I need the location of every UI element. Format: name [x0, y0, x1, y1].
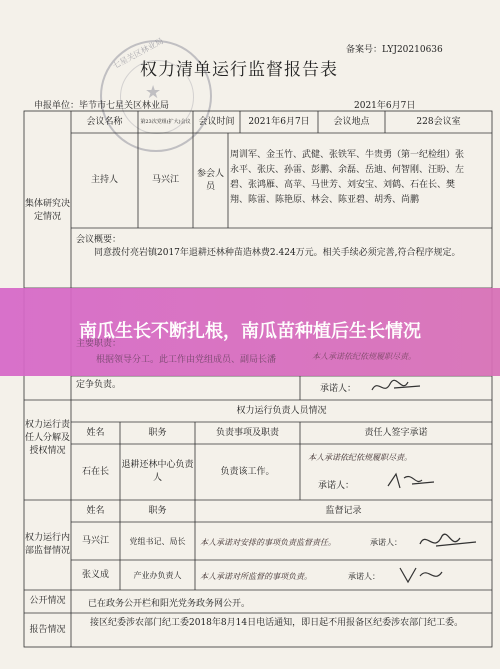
disclosure-text: 已在政务公开栏和阳光党务政务网公开。 [88, 599, 251, 609]
report-date: 2021年6月7日 [354, 101, 416, 111]
duty-pledger-label: 承诺人： [320, 384, 357, 394]
duty-text: 根据领导分工。此工作由党组成员、副局长潘 [96, 355, 277, 365]
attendees-label: 参会人员 [196, 168, 224, 192]
meeting-place-value: 228会议室 [416, 116, 461, 127]
responsible-duty: 负责该工作。 [220, 466, 275, 477]
supervisor-record: 本人承诺对安排的事项负责监督责任。 [200, 538, 336, 547]
banner-text: 南瓜生长不断扎根，南瓜苗种植后生长情况 [79, 321, 421, 342]
responsible-table-title: 权力运行负责人员情况 [236, 405, 327, 416]
responsible-name: 石在长 [81, 466, 109, 477]
supervision-header-name: 姓名 [86, 505, 105, 516]
signature-icon [396, 562, 446, 588]
meeting-section-label: 集体研究决定情况 [24, 198, 70, 222]
responsible-header-pledge: 责任人签字承诺 [364, 427, 428, 438]
duty-text-continued: 定争负责。 [76, 380, 122, 390]
supervisor-position: 党组书记、局长 [129, 536, 186, 546]
responsible-header-position: 职务 [148, 427, 167, 438]
responsible-header-duty: 负责事项及职责 [215, 427, 279, 438]
meeting-place-label: 会议地点 [333, 116, 370, 127]
serial-number: 备案号：LYJ20210636 [346, 45, 443, 55]
report-unit: 申报单位：毕节市七星关区林业局 [34, 101, 170, 111]
supervisor-name: 马兴江 [81, 535, 109, 546]
signature-icon [416, 526, 482, 558]
host-value: 马兴江 [151, 175, 179, 185]
seal-star-icon: ★ [145, 82, 162, 103]
responsible-section-label: 权力运行责任人分解及授权情况 [24, 419, 70, 456]
overview-text: 同意拨付亮岩镇2017年退耕还林种苗造林费2.424万元。相关手续必须完善,符合程序规定。 [94, 248, 461, 258]
supervisor-name: 张义成 [81, 569, 109, 580]
meeting-time-value: 2021年6月7日 [248, 116, 310, 127]
responsible-pledge: 本人承诺依纪依规履职尽责。 [308, 453, 412, 462]
supervision-section-label: 权力运行内部监督情况 [24, 533, 70, 556]
supervisor-signer-label: 承诺人： [370, 538, 402, 547]
supervisor-position: 产业办负责人 [133, 570, 182, 580]
meeting-time-label: 会议时间 [198, 116, 235, 127]
signature-icon [368, 376, 428, 398]
responsible-header-name: 姓名 [86, 427, 105, 438]
responsible-pledger-label: 承诺人： [318, 481, 355, 491]
reporting-label: 报告情况 [29, 624, 66, 635]
document-title: 权力清单运行监督报告表 [140, 60, 338, 80]
meeting-name-label: 会议名称 [86, 116, 123, 127]
responsible-position: 退耕还林中心负责人 [121, 460, 194, 483]
duty-pledge-handwriting: 本人承诺依纪依规履职尽责。 [312, 352, 416, 361]
supervisor-record: 本人承诺对所监督的事项负责。 [200, 572, 312, 581]
reporting-text: 接区纪委涉农部门纪工委2018年8月14日电话通知，即日起不用报备区纪委涉农部门纪工委。 [90, 618, 464, 628]
attendees-list: 周训军、金玉竹、武健、张铁军、牛贵勇（第一纪检组）张永平、张庆、孙雷、彭鹏、余磊、岳迪、何智刚、汪盼、左碧、张鸿雁、高苹、马世芳、刘安宝、刘鹤、石在长、樊翔、陈雷、陈艳原、林会、陈亚碧、胡秀、尚鹏 [230, 150, 465, 205]
disclosure-label: 公开情况 [29, 596, 66, 606]
seal-text: 七星关区林业局 [111, 36, 165, 71]
supervision-header-position: 职务 [148, 505, 167, 516]
main-duty-label: 主要职责： [76, 339, 122, 349]
host-label: 主持人 [90, 175, 118, 185]
overview-label: 会议概要： [76, 235, 122, 245]
supervision-header-record: 监督记录 [325, 505, 362, 516]
signature-icon [382, 470, 442, 494]
supervisor-signer-label: 承诺人： [348, 572, 380, 581]
meeting-name-value: 第23次党组(扩大)会议 [140, 118, 191, 125]
